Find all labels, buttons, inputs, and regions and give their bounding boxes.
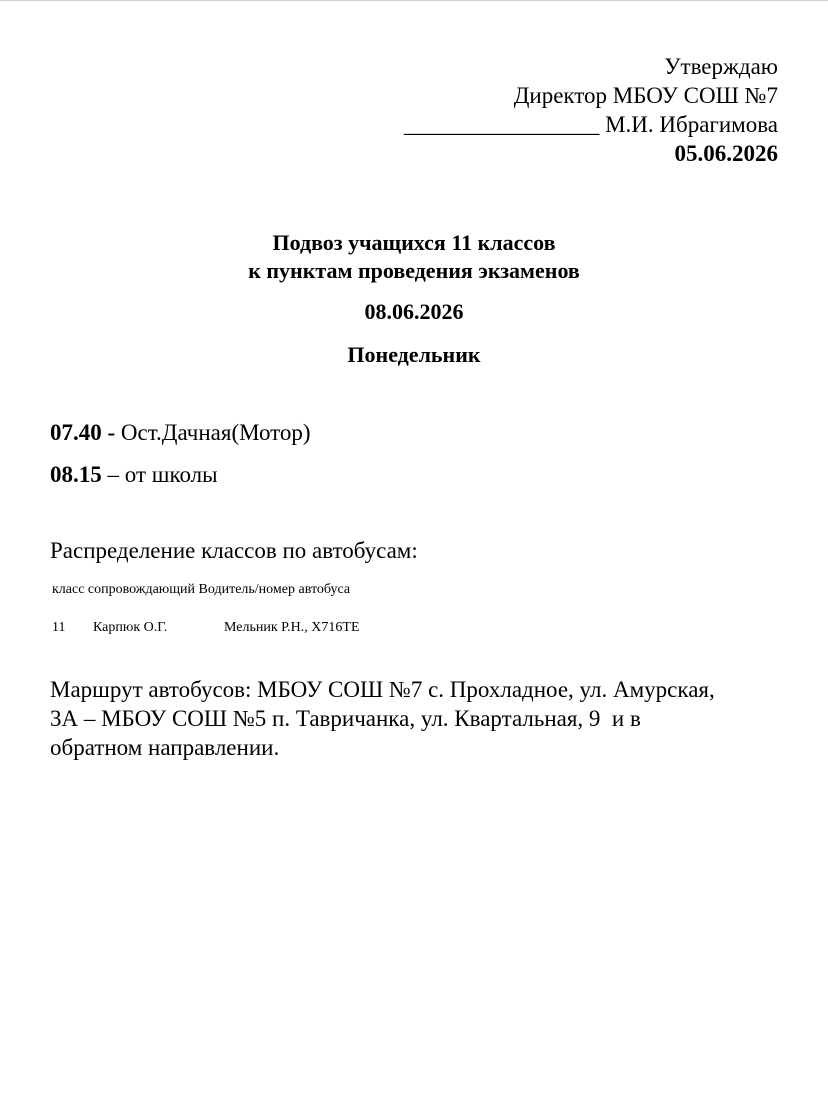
approval-signature: _________________ М.И. Ибрагимова [403, 112, 778, 137]
bus-route: Маршрут автобусов: МБОУ СОШ №7 с. Прохладное, ул. Амурская, 3А – МБОУ СОШ №5 п. Тавричанка, ул. Квартальная, 9 и в обратном направлении. [50, 677, 715, 760]
bus-table-driver: Мельник Р.Н., Х716ТЕ [224, 620, 360, 635]
approval-position: Директор МБОУ СОШ №7 [513, 83, 778, 108]
approval-block [404, 52, 778, 168]
schedule-row-2 [50, 461, 218, 489]
schedule-time-1: 07.40 - [50, 420, 116, 445]
exam-weekday: Понедельник [347, 342, 481, 367]
document-title [0, 229, 828, 285]
bus-table-header: класс сопровождающий Водитель/номер автобуса [52, 582, 351, 597]
approval-title: Утверждаю [664, 54, 778, 79]
bus-table-escort: Карпюк О.Г. [93, 620, 168, 635]
exam-date: 08.06.2026 [364, 299, 464, 324]
top-divider [0, 0, 828, 1]
schedule-place-1: Ост.Дачная(Мотор) [115, 420, 311, 445]
distribution-title: Распределение классов по автобусам: [50, 538, 418, 563]
approval-date: 05.06.2026 [674, 141, 778, 166]
title-line-1: Подвоз учащихся 11 классов [272, 230, 556, 255]
schedule-time-2: 08.15 [50, 462, 102, 487]
schedule-row-1 [50, 419, 311, 447]
title-line-2: к пунктам проведения экзаменов [248, 258, 580, 283]
schedule-place-2: – от школы [101, 462, 218, 487]
bus-table-class: 11 [52, 620, 66, 635]
